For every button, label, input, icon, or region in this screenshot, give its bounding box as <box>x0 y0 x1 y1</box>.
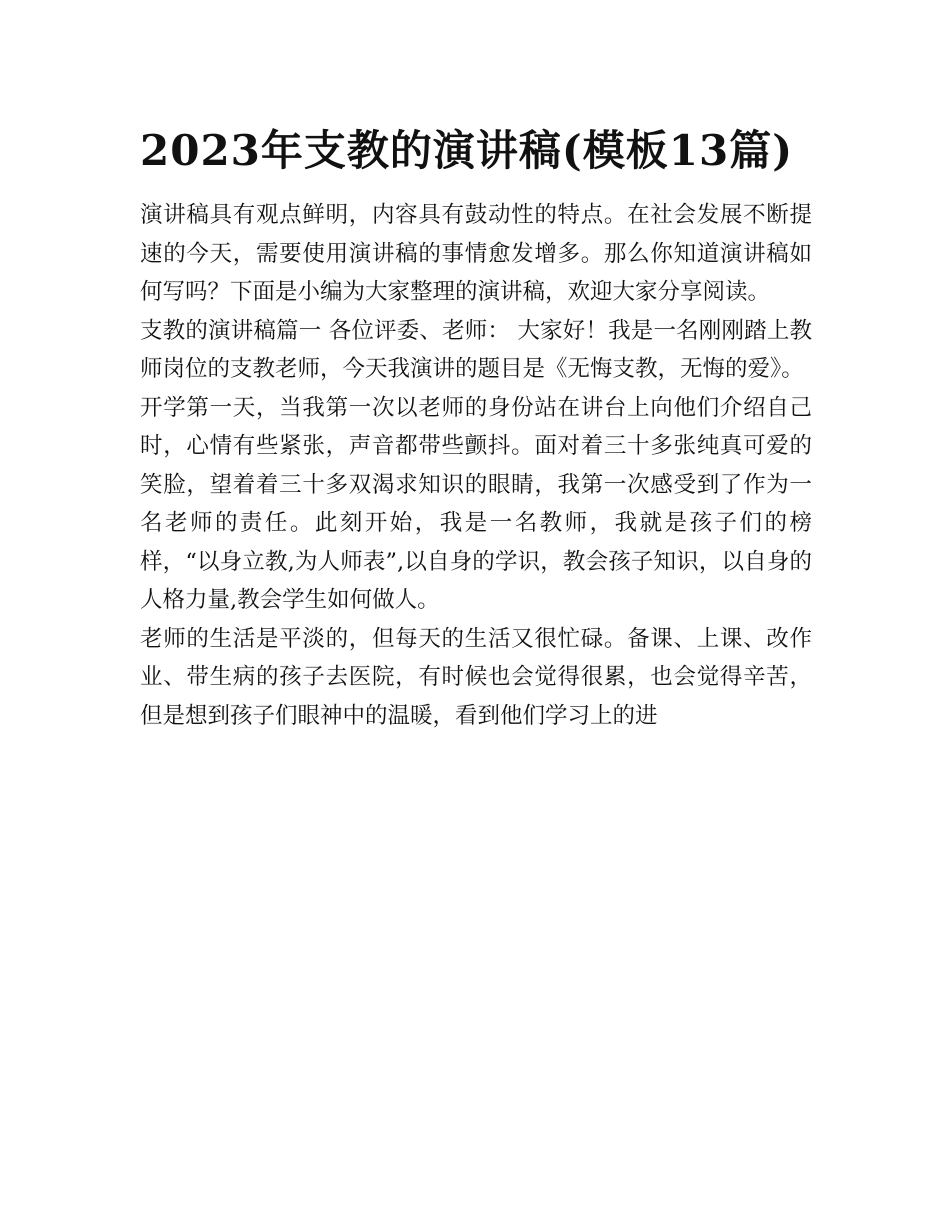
speech-opening-paragraph: 支教的演讲稿篇一 各位评委、老师： 大家好！我是一名刚刚踏上教师岗位的支教老师，今天我演讲的题目是《无悔支教，无悔的爱》。 <box>140 317 812 382</box>
document-page <box>140 112 812 735</box>
teacher-life-paragraph: 老师的生活是平淡的，但每天的生活又很忙碌。备课、上课、改作业、带生病的孩子去医院，有时候也会觉得很累，也会觉得辛苦，但是想到孩子们眼神中的温暖，看到他们学习上的进 <box>140 625 812 729</box>
document-title: 2023年支教的演讲稿(模板13篇) <box>140 126 794 175</box>
intro-paragraph: 演讲稿具有观点鲜明，内容具有鼓动性的特点。在社会发展不断提速的今天，需要使用演讲稿的事情愈发增多。那么你知道演讲稿如何写吗？下面是小编为大家整理的演讲稿，欢迎大家分享阅读。 <box>140 202 812 305</box>
first-day-paragraph: 开学第一天，当我第一次以老师的身份站在讲台上向他们介绍自己时，心情有些紧张，声音都带些颤抖。面对着三十多张纯真可爱的笑脸，望着着三十多双渴求知识的眼睛，我第一次感受到了作为一名老师的责任。此刻开始，我是一名教师，我就是孩子们的榜样，“以身立教,为人师表”,以自身的学识，教会孩子知识，以自身的人格力量,教会学生如何做人。 <box>140 394 812 613</box>
